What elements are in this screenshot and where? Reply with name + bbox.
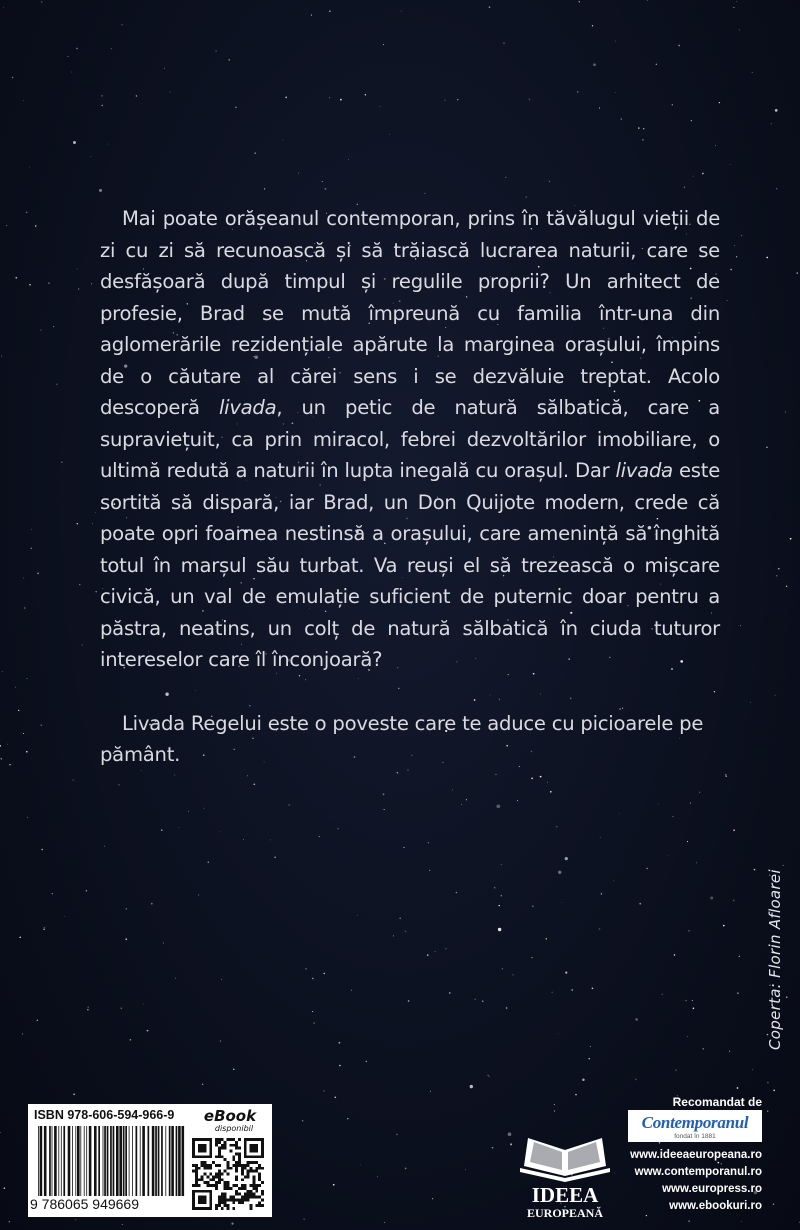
qr-code xyxy=(192,1138,264,1210)
publisher-logo xyxy=(510,1120,620,1220)
publisher-name-line2: EUROPEANĂ xyxy=(526,1206,604,1220)
blurb-text: , un petic de natură sălbatică, care a supraviețuit, ca prin miracol, febrei dezvoltărilor imobiliare, o ultimă redută a naturii în lupta inegală cu orașul. Dar xyxy=(100,396,720,482)
website-link[interactable]: www.europress.ro xyxy=(662,1183,762,1195)
contemporanul-logo xyxy=(628,1110,762,1142)
website-link[interactable]: www.contemporanul.ro xyxy=(634,1166,762,1178)
isbn-label: ISBN 978-606-594-966-9 xyxy=(34,1108,175,1122)
blurb-paragraph-1 xyxy=(100,203,720,676)
website-link[interactable]: www.ideeaeuropeana.ro xyxy=(630,1149,762,1161)
cover-credit: Coperta: Florin Afloarei xyxy=(766,869,784,1050)
contemporanul-name: Contemporanul xyxy=(641,1113,749,1132)
blurb-italic-livada: livada xyxy=(615,459,673,482)
barcode xyxy=(36,1126,186,1196)
barcode-panel xyxy=(28,1104,272,1217)
recommended-label: Recomandat de xyxy=(672,1095,762,1109)
website-list xyxy=(620,1147,762,1215)
blurb-text: Mai poate orășeanul contemporan, prins în tăvălugul vieții de zi cu zi să recunoască și să trăiască lucrarea naturii, care se desfășoară după timpul și regulile proprii? Un arhitect de profesie, Brad se mută împreună cu familia într-una din aglomerările rezidențiale apărute la marginea orașului, împins de o căutare al cărei sens i se dezvăluie treptat. Acolo descoperă xyxy=(100,207,720,419)
contemporanul-sub: fondat în 1881 xyxy=(674,1133,716,1140)
ebook-main: eBook xyxy=(203,1107,257,1125)
back-cover-blurb xyxy=(100,203,720,771)
blurb-text: este sortită să dispară, iar Brad, un Don Quijote modern, crede că poate opri foamea nestinsă a orașului, care amenință să înghită totul în marșul său turbat. Va reuși el să trezească o mișcare civică, un val de emulație suficient de puternic doar pentru a păstra, neatins, un colț de natură sălbatică în ciuda tuturor intereselor care îl înconjoară? xyxy=(100,459,721,671)
barcode-digits: 9 786065 949669 xyxy=(30,1196,139,1212)
blurb-italic-livada: livada xyxy=(218,396,277,419)
publisher-name-line1: IDEEA xyxy=(531,1183,599,1207)
ebook-sub: disponibil xyxy=(214,1124,254,1133)
blurb-paragraph-2: Livada Regelui este o poveste care te aduce cu picioarele pe pământ. xyxy=(100,711,704,766)
open-book-icon xyxy=(520,1138,610,1182)
ebook-badge xyxy=(194,1106,266,1134)
website-link[interactable]: www.ebookuri.ro xyxy=(669,1200,762,1212)
